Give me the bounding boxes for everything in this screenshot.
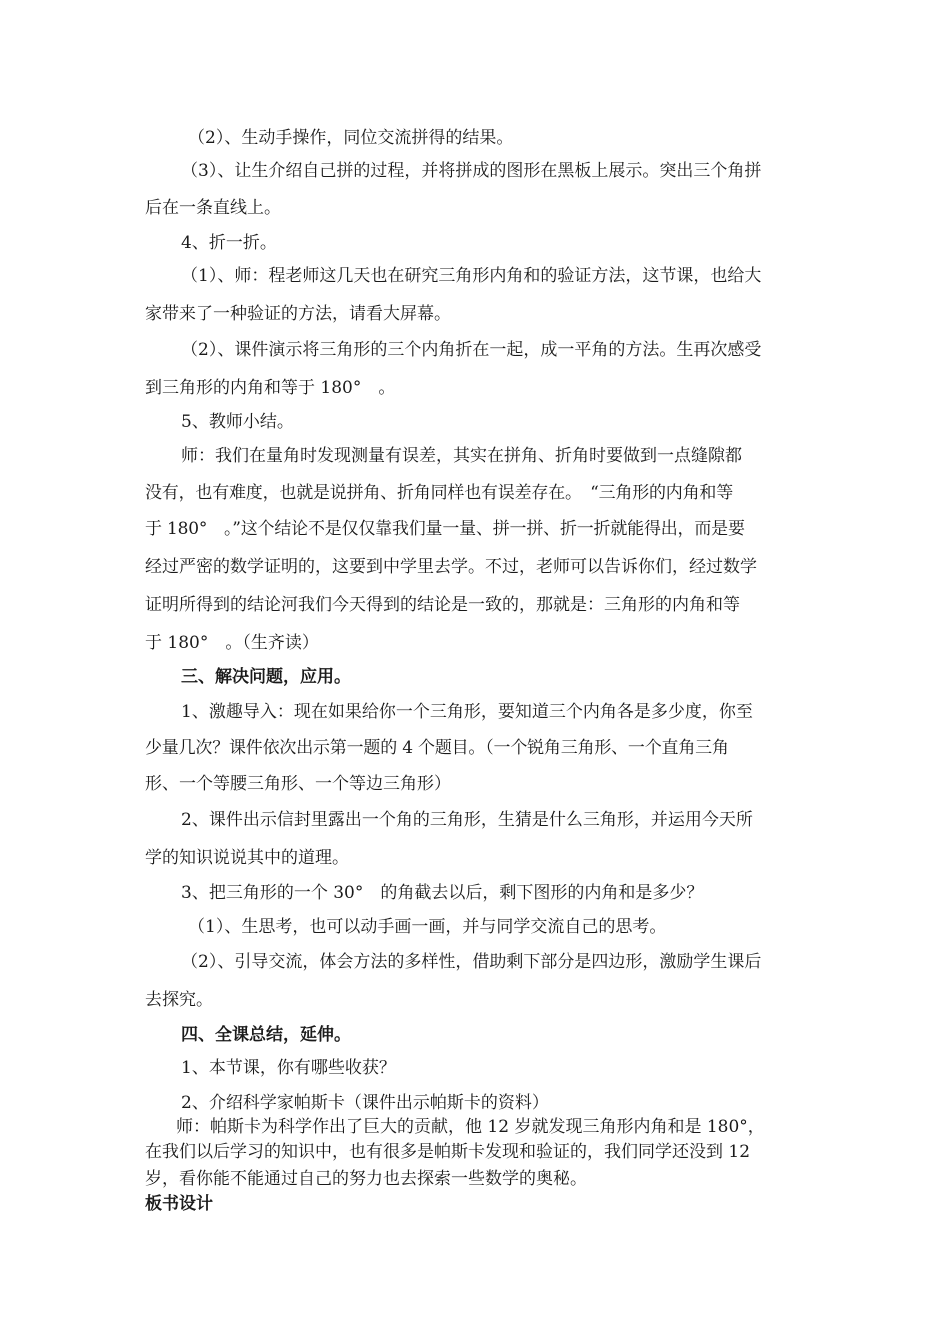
text-line-20: 2、课件出示信封里露出一个角的三角形，生猜是什么三角形，并运用今天所 [181, 810, 753, 830]
text-line-2: （3）、让生介绍自己拼的过程，并将拼成的图形在黑板上展示。突出三个角拼 [181, 161, 762, 181]
text-line-21: 学的知识说说其中的道理。 [145, 848, 349, 868]
text-line-17: 1、激趣导入：现在如果给你一个三角形，要知道三个内角各是多少度，你至 [181, 702, 753, 722]
text-line-3: 后在一条直线上。 [145, 198, 281, 218]
text-line-28: 2、介绍科学家帕斯卡（课件出示帕斯卡的资料） [181, 1093, 549, 1113]
text-line-18: 少量几次？课件依次出示第一题的 4 个题目。（一个锐角三角形、一个直角三角 [145, 738, 729, 758]
text-line-24: （2）、引导交流，体会方法的多样性，借助剩下部分是四边形，激励学生课后 [181, 952, 762, 972]
section-heading-3: 三、解决问题，应用。 [181, 667, 351, 687]
text-line-9: 5、教师小结。 [181, 412, 294, 432]
text-line-22: 3、把三角形的一个 30° 的角截去以后，剩下图形的内角和是多少？ [181, 883, 704, 903]
text-line-5: （1）、师：程老师这几天也在研究三角形内角和的验证方法，这节课，也给大 [181, 266, 762, 286]
section-heading-4: 四、全课总结，延伸。 [181, 1025, 351, 1045]
text-line-6: 家带来了一种验证的方法，请看大屏幕。 [145, 304, 451, 324]
text-line-1: （2）、生动手操作，同位交流拼得的结果。 [188, 128, 514, 148]
text-line-4: 4、折一折。 [181, 233, 277, 253]
text-line-10: 师：我们在量角时发现测量有误差，其实在拼角、折角时要做到一点缝隙都 [181, 446, 742, 466]
text-line-7: （2）、课件演示将三角形的三个内角折在一起，成一平角的方法。生再次感受 [181, 340, 762, 360]
text-line-30: 在我们以后学习的知识中，也有很多是帕斯卡发现和验证的，我们同学还没到 12 [145, 1142, 751, 1162]
text-line-14: 证明所得到的结论河我们今天得到的结论是一致的，那就是：三角形的内角和等 [145, 595, 740, 615]
text-line-11: 没有，也有难度，也就是说拼角、折角同样也有误差存在。 “三角形的内角和等 [145, 483, 733, 503]
text-line-23: （1）、生思考，也可以动手画一画，并与同学交流自己的思考。 [188, 917, 667, 937]
text-line-13: 经过严密的数学证明的，这要到中学里去学。不过，老师可以告诉你们，经过数学 [145, 557, 757, 577]
text-line-8: 到三角形的内角和等于 180° 。 [145, 378, 396, 398]
text-line-31: 岁，看你能不能通过自己的努力也去探索一些数学的奥秘。 [145, 1169, 587, 1189]
text-line-19: 形、一个等腰三角形、一个等边三角形） [145, 774, 451, 794]
text-line-15: 于 180° 。（生齐读） [145, 633, 319, 653]
text-line-29: 师：帕斯卡为科学作出了巨大的贡献，他 12 岁就发现三角形内角和是 180°， [176, 1117, 765, 1137]
text-line-12: 于 180° 。”这个结论不是仅仅靠我们量一量、拼一拼、折一折就能得出，而是要 [145, 519, 745, 539]
board-design-heading: 板书设计 [145, 1194, 213, 1214]
text-line-27: 1、本节课，你有哪些收获？ [181, 1058, 396, 1078]
text-line-25: 去探究。 [145, 990, 213, 1010]
